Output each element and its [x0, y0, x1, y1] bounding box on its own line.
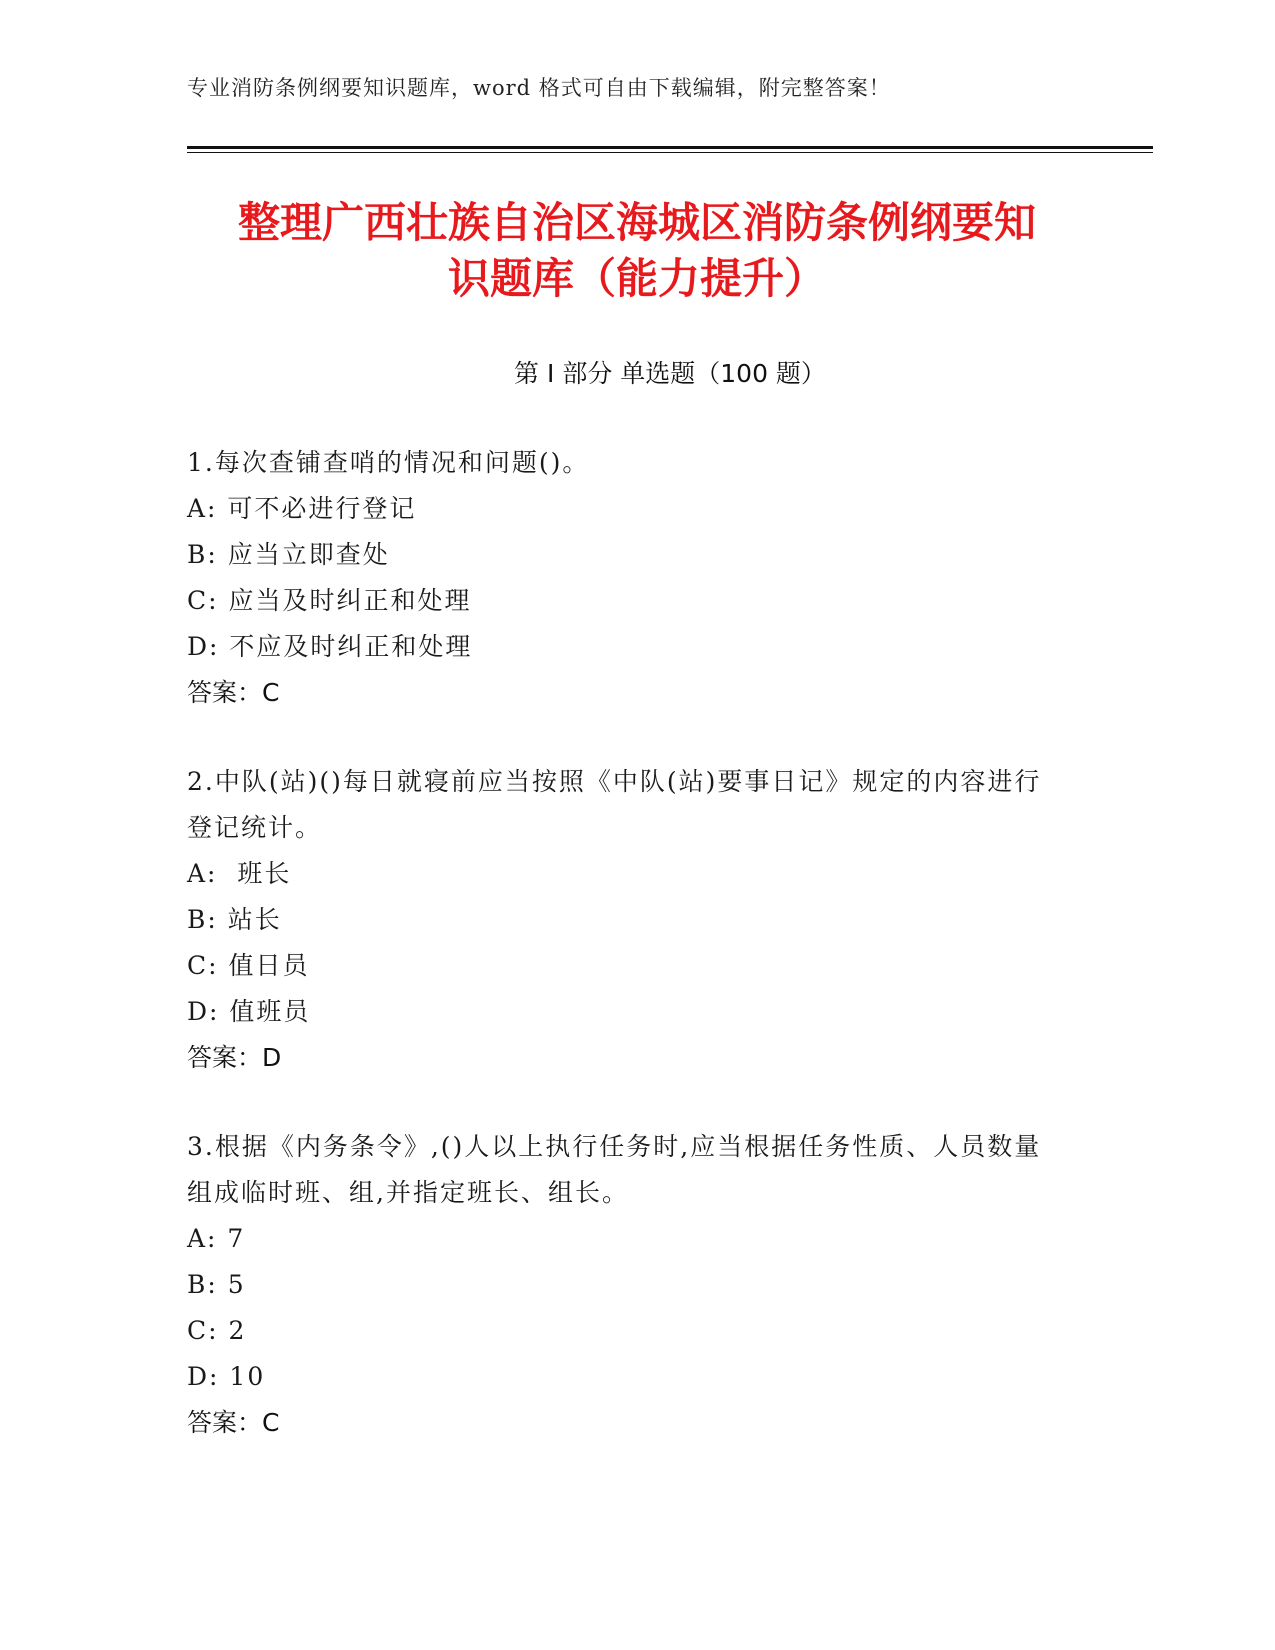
option-a: A: 7	[187, 1224, 246, 1253]
option-c: C: 值日员	[187, 951, 310, 980]
question-list	[187, 440, 1067, 1489]
option-d: D: 值班员	[187, 997, 311, 1026]
question-2	[187, 759, 1067, 1081]
header-rule-thick	[187, 146, 1153, 149]
section-title: 第 I 部分 单选题（100 题）	[514, 359, 826, 388]
option-a: A: 班长	[187, 859, 292, 888]
option-c: C: 应当及时纠正和处理	[187, 586, 472, 615]
option-b: B: 站长	[187, 905, 282, 934]
answer: 答案：C	[187, 678, 280, 707]
answer: 答案：D	[187, 1043, 282, 1072]
option-b: B: 应当立即查处	[187, 540, 390, 569]
option-d: D: 10	[187, 1362, 266, 1391]
document-title-line-1: 整理广西壮族自治区海城区消防条例纲要知	[237, 198, 1036, 247]
page-header: 专业消防条例纲要知识题库，word 格式可自由下载编辑，附完整答案！	[187, 76, 891, 100]
header-rule-thin	[187, 152, 1153, 153]
option-a: A: 可不必进行登记	[187, 494, 417, 523]
question-stem: 2.中队(站)()每日就寝前应当按照《中队(站)要事日记》规定的内容进行登记统计。	[187, 767, 1042, 842]
option-b: B: 5	[187, 1270, 246, 1299]
option-c: C: 2	[187, 1316, 247, 1345]
document-title-line-2: 识题库（能力提升）	[447, 254, 826, 303]
question-1	[187, 440, 1067, 716]
option-d: D: 不应及时纠正和处理	[187, 632, 473, 661]
document-title	[187, 195, 1087, 307]
question-stem: 3.根据《内务条令》,()人以上执行任务时,应当根据任务性质、人员数量组成临时班、组,并指定班长、组长。	[187, 1132, 1042, 1207]
answer: 答案：C	[187, 1408, 280, 1437]
question-3	[187, 1124, 1067, 1446]
question-stem: 1.每次查铺查哨的情况和问题()。	[187, 448, 590, 477]
